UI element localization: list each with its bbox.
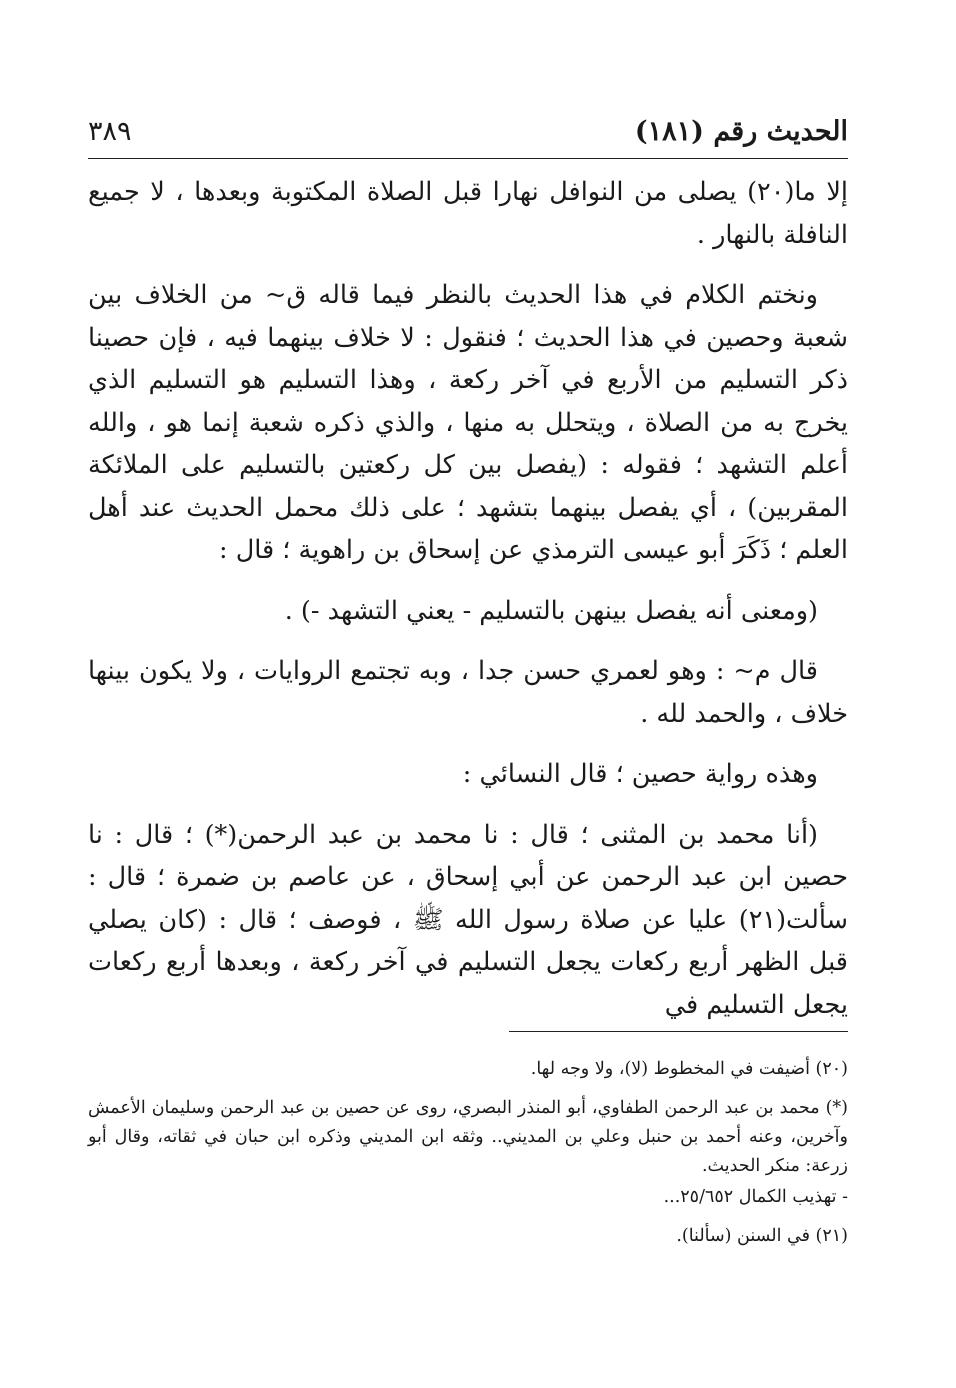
main-text: [88, 171, 848, 1026]
footnote-20: (٢٠) أضيفت في المخطوط (لا)، ولا وجه لها.: [530, 1059, 848, 1079]
paragraph: ونختم الكلام في هذا الحديث بالنظر فيما قاله ق~ من الخلاف بين شعبة وحصين في هذا الحديث ؛ فنقول : لا خلاف بينهما فيه ، فإن حصينا ذكر التسليم من الأربع في آخر ركعة ، وهذا التسليم هو التسليم الذي يخرج به من الصلاة ، ويتحلل به منها ، والذي ذكره شعبة إنما هو ، والله أعلم التشهد ؛ فقوله : (يفصل بين كل ركعتين بالتسليم على الملائكة المقربين) ، أي يفصل بينهما بتشهد ؛ على ذلك محمل الحديث عند أهل العلم ؛ ذَكَرَ أبو عيسى الترمذي عن إسحاق بن راهوية ؛ قال :: [88, 280, 848, 565]
chapter-title: الحديث رقم (١٨١): [634, 116, 848, 147]
footnote-divider: [509, 1031, 848, 1032]
footnote-star: (*) محمد بن عبد الرحمن الطفاوي، أبو المنذر البصري، روى عن حصين بن عبد الرحمن وسليمان الأعمش وآخرين، وعنه أحمد بن حنبل وعلي بن المديني.. وثقه ابن المديني وذكره ابن حبان في ثقاته، وقال أبو زرعة: منكر الحديث.: [88, 1098, 848, 1176]
page-number: ٣٨٩: [88, 116, 132, 147]
paragraph: وهذه رواية حصين ؛ قال النسائي :: [462, 759, 818, 789]
footnotes: [88, 1055, 848, 1251]
quoted-paragraph: (ومعنى أنه يفصل بينهن بالتسليم - يعني التشهد -) .: [284, 595, 818, 626]
running-header: [88, 110, 848, 159]
paragraph: إلا ما(٢٠) يصلى من النوافل نهارا قبل الصلاة المكتوبة وبعدها ، لا جميع النافلة بالنهار .: [88, 177, 848, 250]
footnote-21: (٢١) في السنن (سألنا).: [676, 1226, 848, 1246]
footnote-reference: - تهذيب الكمال ٢٥/٦٥٢...: [663, 1187, 848, 1207]
page-content: [88, 110, 848, 1026]
paragraph: قال م~ : وهو لعمري حسن جدا ، وبه تجتمع الروايات ، ولا يكون بينها خلاف ، والحمد لله .: [88, 656, 848, 729]
hadith-paragraph: (أنا محمد بن المثنى ؛ قال : نا محمد بن عبد الرحمن(*) ؛ قال : نا حصين ابن عبد الرحمن عن أبي إسحاق ، عن عاصم بن ضمرة ؛ قال : سألت(٢١) عليا عن صلاة رسول الله ﷺ ، فوصف ؛ قال : (كان يصلي قبل الظهر أربع ركعات يجعل التسليم في آخر ركعة ، وبعدها أربع ركعات يجعل التسليم في: [88, 819, 848, 1020]
